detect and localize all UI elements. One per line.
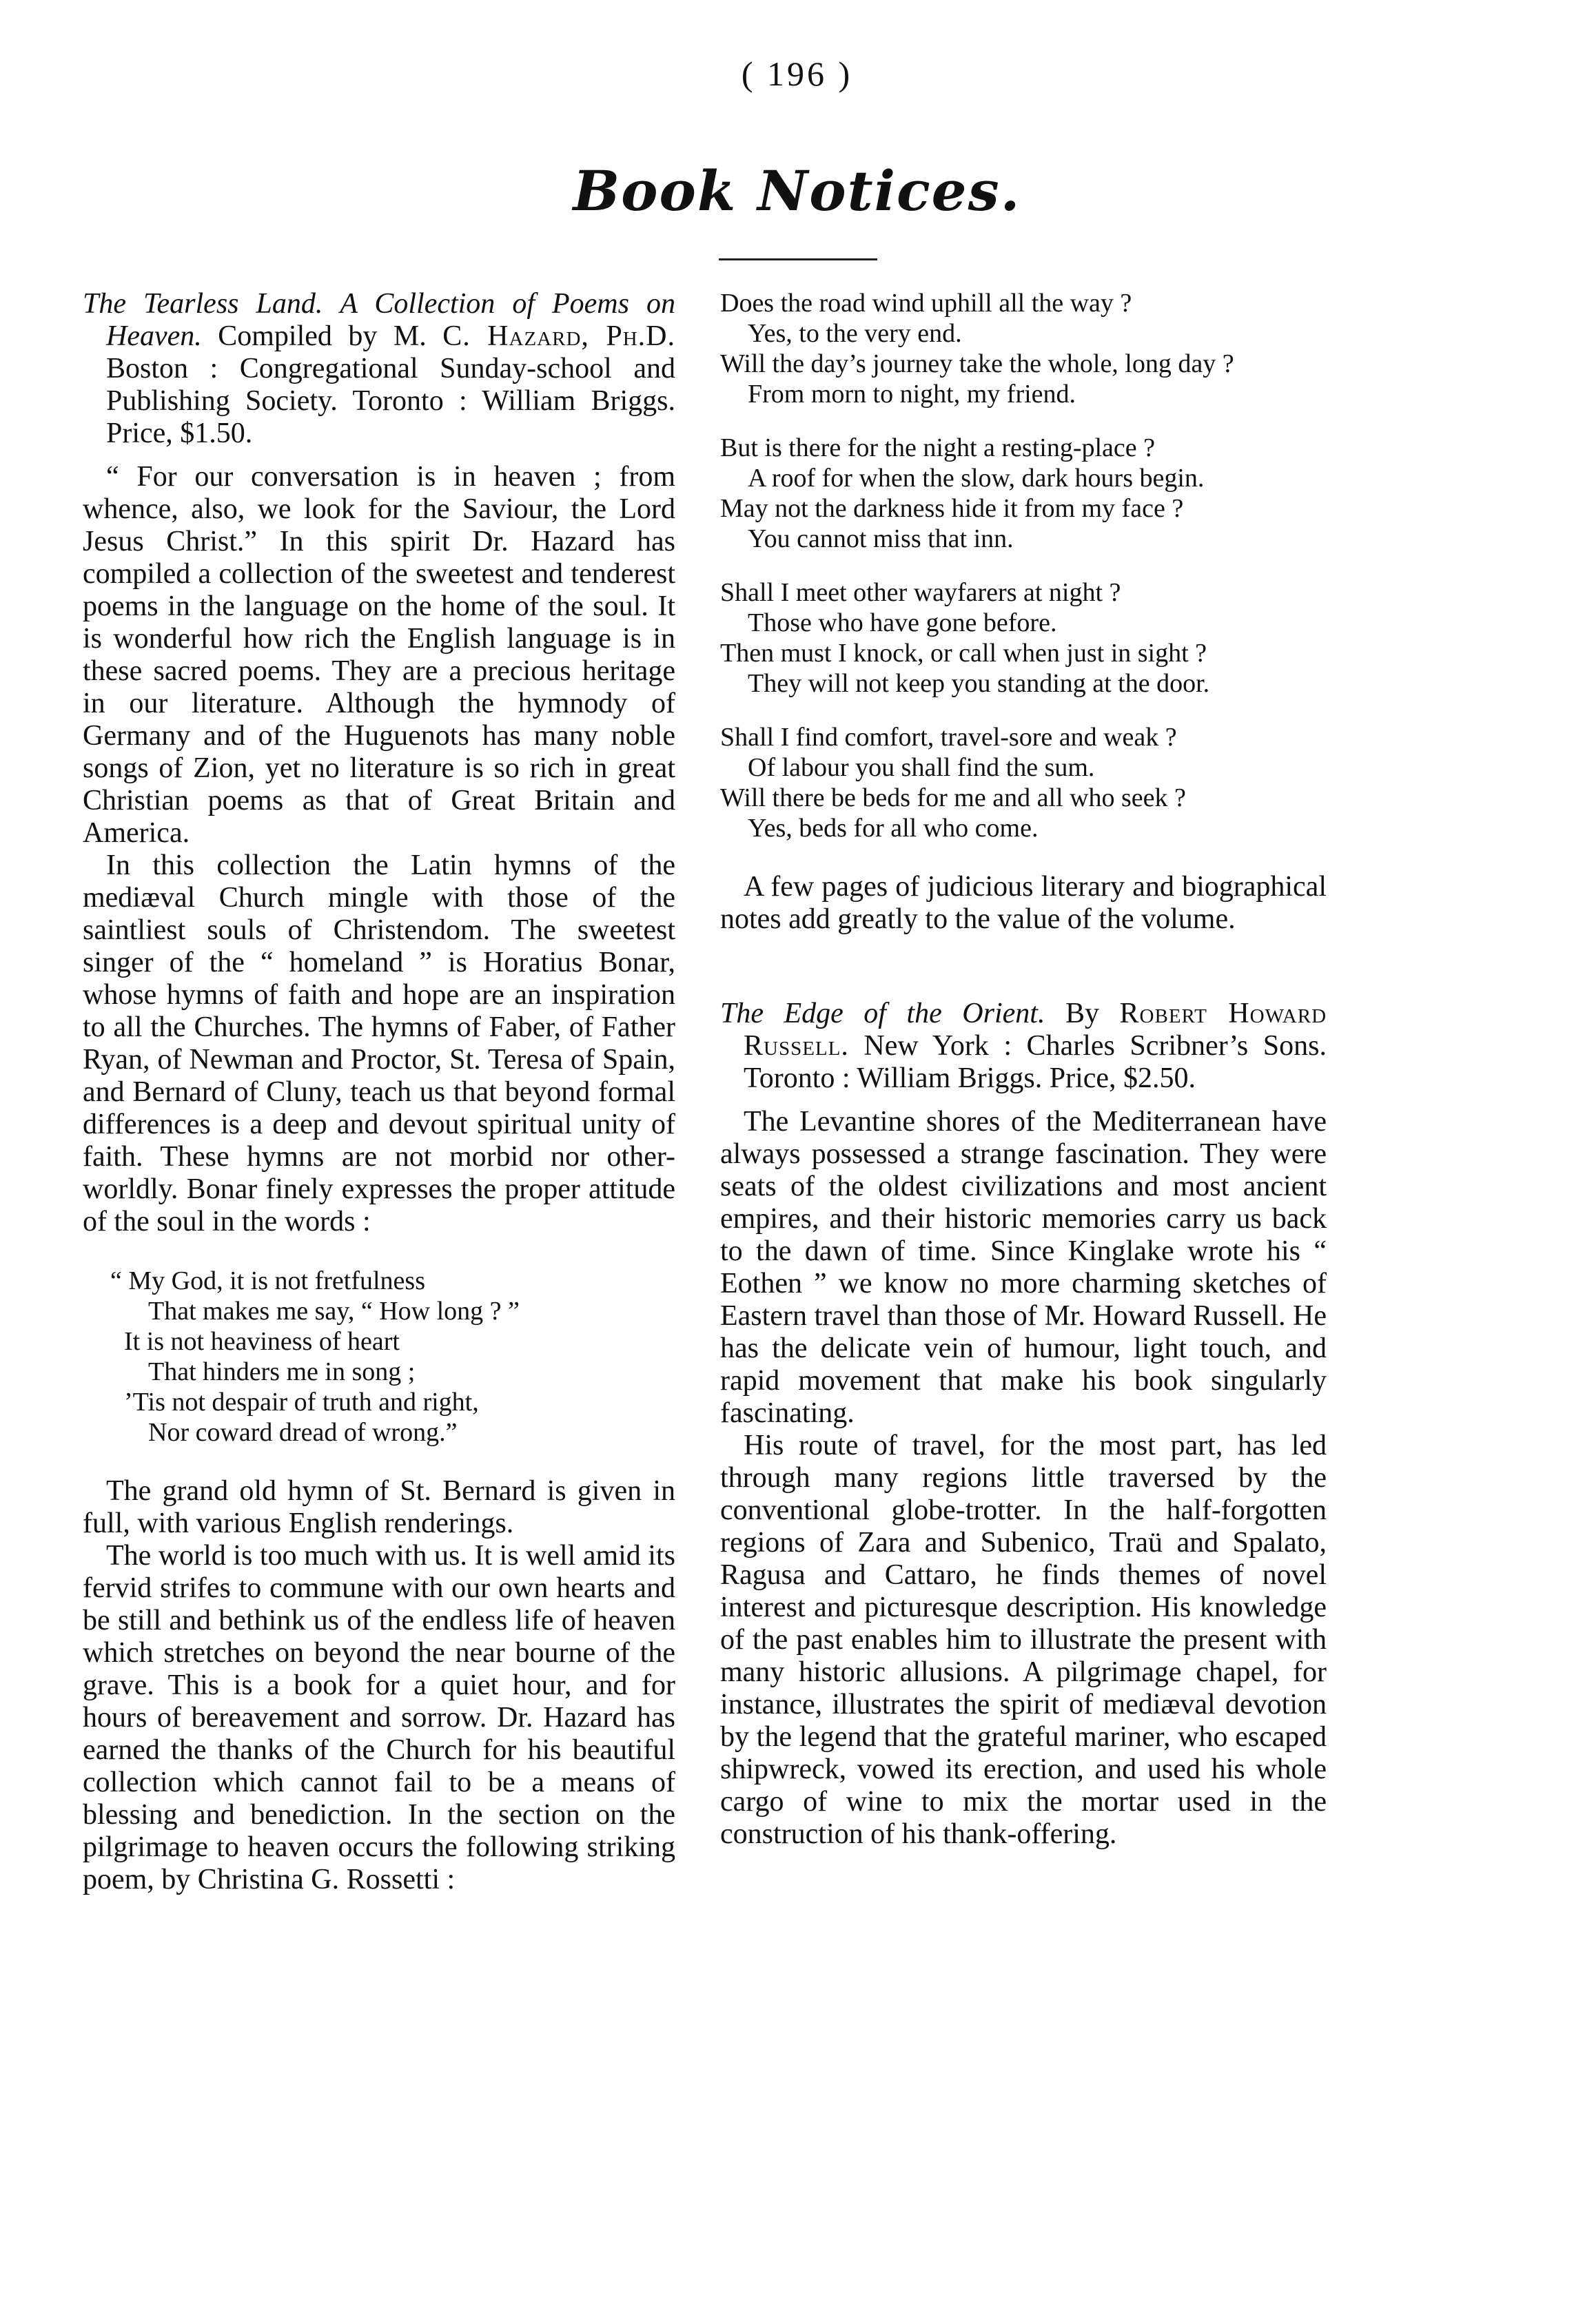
poem-line: Nor coward dread of wrong.” — [148, 1418, 458, 1447]
book-title: The Edge of the Orient. — [720, 998, 1045, 1029]
left-column — [83, 288, 675, 1896]
review-paragraph: The grand old hymn of St. Bernard is given in full, with various English renderings. — [83, 1475, 675, 1539]
poem-line: Does the road wind uphill all the way ? — [720, 289, 1132, 318]
poem-stanza — [720, 433, 1327, 554]
poem-stanza — [720, 722, 1327, 843]
poem-line: Yes, to the very end. — [748, 319, 962, 348]
poem-line: Will the day’s journey take the whole, long day ? — [720, 349, 1234, 378]
poem-line: ’Tis not despair of truth and right, — [124, 1388, 479, 1417]
review-paragraph: The world is too much with us. It is well amid its fervid strifes to commune with our own hearts and be still and bethink us of the endless life of heaven which stretches on beyond the near bourne of the grave. This is a book for a quiet hour, and for hours of bereavement and sorrow. Dr. Hazard has earned the thanks of the Church for his beautiful collection which cannot fail to be a means of blessing and benediction. In the section on the pilgrimage to heaven occurs the following striking poem, by Christina G. Rossetti : — [83, 1540, 675, 1895]
right-column — [720, 288, 1327, 1851]
poem-line: It is not heaviness of heart — [124, 1327, 400, 1356]
compiled-by: Compiled by M. — [218, 320, 427, 352]
review-paragraph: In this collection the Latin hymns of the mediæval Church mingle with those of the saintliest souls of Christendom. The sweetest singer of the “ homeland ” is Horatius Bonar, whose hymns of faith and hope are an inspiration to all the Churches. The hymns of Faber, of Father Ryan, of Newman and Proctor, St. Teresa of Spain, and Bernard of Cluny, teach us that beyond formal differences is a deep and devout spiritual unity of faith. These hymns are not morbid nor other-worldly. Bonar finely expresses the proper attitude of the soul in the words : — [83, 850, 675, 1237]
poem-line: Then must I knock, or call when just in sight ? — [720, 639, 1207, 668]
poem-line: But is there for the night a resting-place ? — [720, 433, 1156, 462]
rossetti-poem — [720, 288, 1327, 843]
book-author: Robert Howard Russell. — [744, 998, 1327, 1062]
title-divider — [719, 258, 877, 260]
poem-line: Those who have gone before. — [748, 608, 1057, 637]
poem-line: That hinders me in song ; — [148, 1357, 416, 1386]
page-title: Book Notices. — [573, 158, 1021, 223]
poem-stanza — [720, 577, 1327, 699]
book-subtitle: A Collection of Poems on Heaven. — [106, 288, 676, 352]
poem-stanza — [720, 288, 1327, 409]
poem-line: “ My God, it is not fretfulness — [110, 1266, 426, 1295]
poem-line: From morn to night, my friend. — [748, 380, 1076, 409]
poem-line: Yes, beds for all who come. — [748, 814, 1039, 843]
poem-line: Of labour you shall find the sum. — [748, 753, 1095, 782]
book-publisher: New York : Charles Scribner’s Sons. Toronto : William Briggs. Price, $2.50. — [744, 1030, 1327, 1094]
book-title: The Tearless Land. — [83, 288, 323, 320]
review-heading-tearless-land — [83, 288, 675, 450]
bonar-poem — [83, 1266, 675, 1448]
review-paragraph: His route of travel, for the most part, has led through many regions little traversed by the conventional globe-trotter. In the half-forgotten regions of Zara and Subenico, Traü and Spalato, Ragusa and Cattaro, he finds themes of novel interest and picturesque description. His knowledge of the past enables him to illustrate the present with many historic allusions. A pilgrimage chapel, for instance, illustrates the spirit of mediæval devotion by the legend that the grateful mariner, who escaped shipwreck, vowed its erection, and used his whole cargo of wine to mix the mortar used in the construction of his thank-offering. — [720, 1430, 1327, 1850]
poem-line: Shall I meet other wayfarers at night ? — [720, 578, 1121, 607]
poem-line: Will there be beds for me and all who seek ? — [720, 783, 1186, 812]
review-paragraph: “ For our conversation is in heaven ; from whence, also, we look for the Saviour, the Lord Jesus Christ.” In this spirit Dr. Hazard has compiled a collection of the sweetest and tenderest poems in the language on the home of the soul. It is wonderful how rich the English language is in these sacred poems. They are a precious heritage in our literature. Although the hymnody of Germany and of the Huguenots has many noble songs of Zion, yet no literature is so rich in great Christian poems as that of Great Britain and America. — [83, 461, 675, 849]
review-paragraph: A few pages of judicious literary and biographical notes add greatly to the value of the volume. — [720, 871, 1327, 935]
page-number: ( 196 ) — [741, 54, 853, 93]
poem-line: That makes me say, “ How long ? ” — [148, 1297, 520, 1326]
poem-line: Shall I find comfort, travel-sore and weak ? — [720, 723, 1177, 752]
review-heading-edge-of-orient — [720, 998, 1327, 1095]
review-paragraph: The Levantine shores of the Mediterranean have always possessed a strange fascination. They were seats of the oldest civilizations and most ancient empires, and their historic memories carry us back to the dawn of time. Since Kinglake wrote his “ Eothen ” we know no more charming sketches of Eastern travel than those of Mr. Howard Russell. He has the delicate vein of humour, light touch, and rapid movement that make his book singularly fascinating. — [720, 1106, 1327, 1429]
poem-line: You cannot miss that inn. — [748, 524, 1014, 553]
book-publisher: Boston : Congregational Sunday-school and Publishing Society. Toronto : William Briggs. Price, $1.50. — [106, 353, 675, 449]
poem-line: A roof for when the slow, dark hours begin. — [748, 464, 1205, 493]
poem-line: They will not keep you standing at the door. — [748, 669, 1210, 698]
by-label: By — [1065, 998, 1099, 1029]
book-author: C. Hazard, Ph.D. — [442, 320, 676, 352]
poem-line: May not the darkness hide it from my face ? — [720, 494, 1184, 523]
